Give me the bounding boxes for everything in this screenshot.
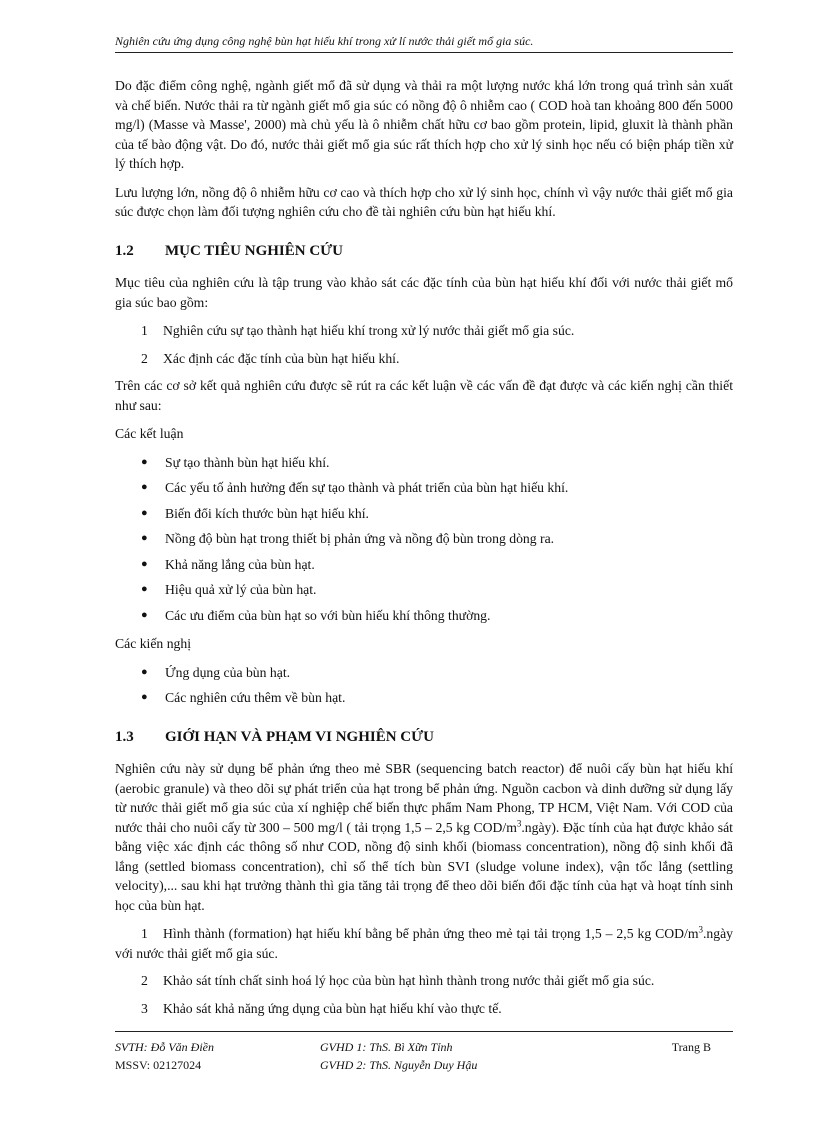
superscript: 3: [516, 817, 522, 828]
footer-divider: [115, 1031, 733, 1032]
scope-item-3: [115, 999, 733, 1019]
student-id: MSSV: 02127024: [115, 1058, 202, 1072]
list-item: ● Khả năng lắng của bùn hạt.: [115, 555, 733, 575]
advisor-1: GVHD 1: ThS. Bì Xữn Tỉnh: [320, 1040, 453, 1054]
list-item: ● Các ưu điểm của bùn hạt so với bùn hiếu khí thông thường.: [115, 606, 733, 626]
item-number: 2: [141, 973, 148, 988]
item-text-part-2: .ngày với nước thải giết mổ gia súc.: [115, 926, 733, 961]
page-header: Nghiên cứu ứng dụng công nghệ bùn hạt hiếu khí trong xử lí nước thải giết mổ gia súc.: [115, 34, 733, 53]
objectives-after: Trên các cơ sở kết quả nghiên cứu được sẽ rút ra các kết luận về các vấn đề đạt được và các kiến nghị cần thiết như sau:: [115, 378, 733, 413]
scope-paragraph: [115, 759, 733, 915]
objectives-lead: Mục tiêu của nghiên cứu là tập trung vào khảo sát các đặc tính của bùn hạt hiếu khí đối với nước thải giết mổ gia súc bao gồm:: [115, 275, 733, 310]
list-item: ● Các yếu tố ảnh hưởng đến sự tạo thành và phát triển của bùn hạt hiếu khí.: [115, 478, 733, 498]
item-text: Khảo sát tính chất sinh hoá lý học của bùn hạt hình thành trong nước thải giết mổ gia súc.: [163, 973, 655, 988]
footer-student-info: [115, 1038, 214, 1074]
section-heading-1-2: [115, 242, 733, 262]
scope-text-part-1: Nghiên cứu này sử dụng bể phản ứng theo mẻ SBR (sequencing batch reactor) để nuôi cấy bùn hạt hiếu khí (aerobic granule) và theo dõi sự phát triển của hạt trong bể phản ứng. Nguồn cacbon và dinh dưỡng sử dụng lấy từ nước thải giết mổ gia súc của xí nghiệp chế biến thực phẩm Nam Phong, TP HCM, Việt Nam. Với COD của nước thải cho nuôi cấy từ 300 – 500 mg/l ( tải trọng 1,5 – 2,5 kg COD/m: [115, 761, 733, 835]
page-number: [672, 1038, 711, 1056]
conclusions-label: Các kết luận: [115, 426, 184, 441]
objective-item-1: [115, 321, 733, 341]
item-number: 2: [141, 350, 148, 366]
student-name: SVTH: Đỗ Văn Điền: [115, 1040, 214, 1054]
item-text-part-1: Hình thành (formation) hạt hiếu khí bằng bể phản ứng theo mẻ tại tải trọng 1,5 – 2,5 kg COD/m: [163, 926, 699, 941]
intro-paragraph-2: Lưu lượng lớn, nồng độ ô nhiễm hữu cơ cao và thích hợp cho xử lý sinh học, chính vì vậy nước thải giết mổ gia súc được chọn làm đối tượng nghiên cứu cho đề tài nghiên cứu bùn hạt hiếu khí.: [115, 184, 733, 219]
list-item: ● Sự tạo thành bùn hạt hiếu khí.: [115, 453, 733, 473]
scope-text-part-2: .ngày). Đặc tính của hạt được khảo sát bằng việc xác định các thông số như COD, nồng độ sinh khối (biomass concentration), nồng độ sinh khối đã lắng (settled biomass concentration), chỉ số thể tích bùn SVI (sludge volune index), vận tốc lắng (settling velocity),... sau khi hạt trưởng thành thì gia tăng tải trọng để theo dõi biến đổi đặc tính của hạt và hoạt tính sinh học của bùn hạt.: [115, 819, 733, 913]
item-number: 1: [141, 926, 148, 941]
list-item: ● Ứng dụng của bùn hạt.: [115, 663, 733, 683]
section-number: 1.2: [115, 242, 134, 259]
list-item: ● Các nghiên cứu thêm về bùn hạt.: [115, 688, 733, 708]
item-text: Nghiên cứu sự tạo thành hạt hiếu khí trong xử lý nước thải giết mổ gia súc.: [163, 323, 575, 338]
section-title: MỤC TIÊU NGHIÊN CỨU: [165, 242, 343, 259]
item-number: 3: [141, 1000, 148, 1016]
objective-item-2: [115, 349, 733, 369]
item-number: 1: [141, 323, 148, 338]
item-text: Khảo sát khả năng ứng dụng của bùn hạt hiếu khí vào thực tế.: [163, 1000, 502, 1016]
scope-item-1: [115, 924, 733, 963]
list-item: ● Hiệu quả xử lý của bùn hạt.: [115, 580, 733, 600]
page-value: B: [702, 1040, 711, 1054]
list-item: ● Biến đổi kích thước bùn hạt hiếu khí.: [115, 504, 733, 524]
page-content: [115, 76, 733, 1026]
item-text: Xác định các đặc tính của bùn hạt hiếu khí.: [163, 350, 400, 366]
section-number: 1.3: [115, 728, 134, 745]
scope-item-2: [115, 971, 733, 991]
intro-paragraph-1: Do đặc điểm công nghệ, ngành giết mổ đã sử dụng và thải ra một lượng nước khá lớn trong quá trình sản xuất và chế biến. Nước thải ra từ ngành giết mổ gia súc có nồng độ ô nhiễm cao ( COD hoà tan khoảng 800 đến 5000 mg/l) (Masse và Masse', 2000) mà chủ yếu là ô nhiễm chất hữu cơ bao gồm protein, lipid, gluxit là thành phần của tế bào động vật. Do đó, nước thải giết mổ gia súc rất thích hợp cho xử lý sinh học nếu có biện pháp tiền xử lý thích hợp.: [115, 78, 733, 171]
conclusions-list: [115, 453, 733, 626]
advisor-2: GVHD 2: ThS. Nguyễn Duy Hậu: [320, 1058, 478, 1072]
list-item: ● Nồng độ bùn hạt trong thiết bị phản ứng và nồng độ bùn trong dòng ra.: [115, 529, 733, 549]
superscript: 3: [698, 924, 703, 935]
section-heading-1-3: [115, 728, 733, 748]
section-title: GIỚI HẠN VÀ PHẠM VI NGHIÊN CỨU: [165, 728, 434, 745]
recommendations-label: Các kiến nghị: [115, 636, 192, 651]
page-label: Trang: [671, 1040, 700, 1054]
footer-advisors: [320, 1038, 477, 1074]
recommendations-list: [115, 663, 733, 708]
